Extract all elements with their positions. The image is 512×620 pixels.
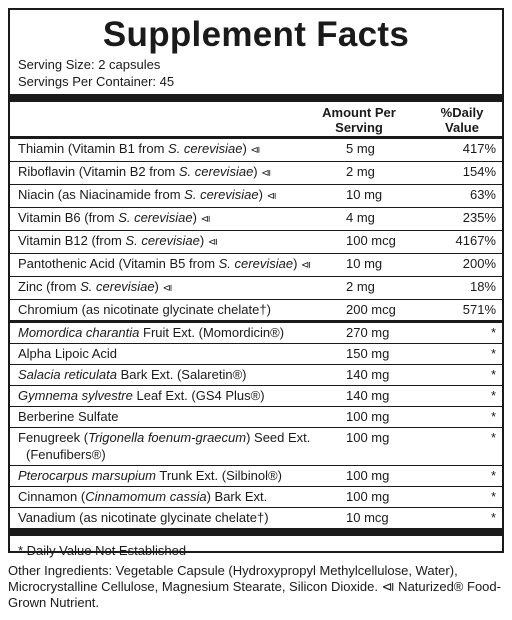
nutrient-row xyxy=(10,184,502,207)
naturized-marker-icon: ⧏ xyxy=(162,283,173,294)
ingredient-row xyxy=(10,427,502,465)
amount-per-serving: 270 mg xyxy=(346,325,390,340)
ingredient-name: Salacia reticulata Bark Ext. (Salaretin®) xyxy=(18,367,247,382)
ingredient-row xyxy=(10,343,502,364)
ingredient-name: Fenugreek (Trigonella foenum-graecum) Seed Ext. (Fenufibers®) xyxy=(18,430,311,462)
nutrient-row xyxy=(10,299,502,320)
daily-value: 63% xyxy=(469,187,496,202)
nutrient-name: Chromium (as nicotinate glycinate chelate†) xyxy=(18,302,271,317)
amount-per-serving-header: Amount Per Serving xyxy=(322,105,396,135)
source-organism: S. cerevisiae xyxy=(218,256,294,271)
nutrient-name: Niacin (as Niacinamide from S. cerevisiae) ⧏ xyxy=(18,187,277,202)
thick-divider-bottom xyxy=(10,528,502,536)
supplement-facts-panel xyxy=(8,8,504,558)
ingredient-name: Gymnema sylvestre Leaf Ext. (GS4 Plus®) xyxy=(18,388,265,403)
amount-per-serving: 10 mg xyxy=(346,187,383,202)
amount-per-serving: 5 mg xyxy=(346,141,375,156)
ingredient-row xyxy=(10,406,502,427)
ingredient-row xyxy=(10,507,502,528)
naturized-marker-icon: ⧏ xyxy=(301,260,312,271)
naturized-marker-icon: ⧏ xyxy=(250,145,261,156)
amount-per-serving: 140 mg xyxy=(346,388,390,403)
panel-title: Supplement Facts xyxy=(102,15,410,54)
amount-per-serving: 140 mg xyxy=(346,367,390,382)
botanical-name: Cinnamomum cassia xyxy=(85,489,207,504)
daily-value: 571% xyxy=(462,302,496,317)
source-organism: S. cerevisiae xyxy=(80,279,155,294)
daily-value: * xyxy=(490,468,496,483)
nutrient-row xyxy=(10,161,502,184)
column-header xyxy=(10,102,502,136)
ingredient-row xyxy=(10,364,502,385)
naturized-marker-icon: ⧏ xyxy=(200,214,211,225)
daily-value-footnote: * Daily Value Not Established xyxy=(18,543,187,558)
nutrient-name: Riboflavin (Vitamin B2 from S. cerevisiae) ⧏ xyxy=(18,164,272,179)
naturized-marker-icon: ⧏ xyxy=(266,191,277,202)
ingredient-row xyxy=(10,465,502,486)
amount-per-serving: 100 mg xyxy=(346,409,390,424)
nutrient-name: Zinc (from S. cerevisiae) ⧏ xyxy=(18,279,173,294)
daily-value-header: %Daily Value xyxy=(440,105,484,135)
ingredient-name: Berberine Sulfate xyxy=(18,409,119,424)
naturized-note: ⧏ Naturized® Food-Grown Nutrient. xyxy=(8,579,501,610)
botanical-name: Pterocarpus marsupium xyxy=(18,468,156,483)
amount-per-serving: 2 mg xyxy=(346,279,375,294)
daily-value: * xyxy=(490,430,496,445)
botanical-name: Gymnema sylvestre xyxy=(18,388,133,403)
amount-per-serving: 150 mg xyxy=(346,346,390,361)
source-organism: S. cerevisiae xyxy=(125,233,200,248)
naturized-marker-icon: ⧏ xyxy=(261,168,272,179)
amount-per-serving: 100 mcg xyxy=(346,233,396,248)
botanical-name: Salacia reticulata xyxy=(18,367,117,382)
other-ingredients-text: Other Ingredients: Vegetable Capsule (Hydroxypropyl Methylcellulose, Water), Microcrystalline Cellulose, Magnesium Stearate, Silicon Dioxide. xyxy=(8,563,458,594)
source-organism: S. cerevisiae xyxy=(184,187,259,202)
nutrient-name: Thiamin (Vitamin B1 from S. cerevisiae) ⧏ xyxy=(18,141,261,156)
daily-value: * xyxy=(490,346,496,361)
amount-per-serving: 2 mg xyxy=(346,164,375,179)
daily-value: 4167% xyxy=(455,233,496,248)
amount-per-serving: 100 mg xyxy=(346,468,390,483)
ingredient-row xyxy=(10,323,502,343)
naturized-marker-icon: ⧏ xyxy=(207,237,218,248)
daily-value: * xyxy=(490,325,496,340)
ingredient-name: Cinnamon (Cinnamomum cassia) Bark Ext. xyxy=(18,489,268,504)
amount-per-serving: 10 mcg xyxy=(346,510,389,525)
source-organism: S. cerevisiae xyxy=(178,164,254,179)
ingredient-name: Vanadium (as nicotinate glycinate chelate†) xyxy=(18,510,269,525)
thick-divider xyxy=(10,94,502,102)
daily-value: 154% xyxy=(462,164,496,179)
daily-value: 417% xyxy=(462,141,496,156)
daily-value: * xyxy=(490,489,496,504)
amount-per-serving: 100 mg xyxy=(346,489,390,504)
servings-per-container: Servings Per Container: 45 xyxy=(18,74,175,89)
daily-value: 235% xyxy=(462,210,496,225)
daily-value: 18% xyxy=(469,279,496,294)
amount-per-serving: 200 mcg xyxy=(346,302,396,317)
nutrient-row xyxy=(10,276,502,299)
daily-value: * xyxy=(490,510,496,525)
ingredient-rows xyxy=(10,323,502,528)
ingredient-row xyxy=(10,486,502,507)
nutrient-row xyxy=(10,253,502,276)
nutrient-name: Vitamin B6 (from S. cerevisiae) ⧏ xyxy=(18,210,211,225)
ingredient-row xyxy=(10,385,502,406)
nutrient-row xyxy=(10,139,502,161)
nutrient-name: Pantothenic Acid (Vitamin B5 from S. cerevisiae) ⧏ xyxy=(18,256,312,271)
vitamin-rows xyxy=(10,139,502,320)
botanical-name: Momordica charantia xyxy=(18,325,140,340)
serving-size: Serving Size: 2 capsules xyxy=(18,57,161,72)
ingredient-name: Momordica charantia Fruit Ext. (Momordicin®) xyxy=(18,325,285,340)
daily-value: * xyxy=(490,388,496,403)
source-organism: S. cerevisiae xyxy=(168,141,243,156)
amount-per-serving: 100 mg xyxy=(346,430,390,445)
nutrient-row xyxy=(10,230,502,253)
nutrient-name: Vitamin B12 (from S. cerevisiae) ⧏ xyxy=(18,233,218,248)
botanical-name: Trigonella foenum-graecum xyxy=(88,430,247,445)
nutrient-row xyxy=(10,207,502,230)
amount-per-serving: 10 mg xyxy=(346,256,383,271)
daily-value: * xyxy=(490,409,496,424)
source-organism: S. cerevisiae xyxy=(118,210,193,225)
other-ingredients xyxy=(8,563,504,611)
daily-value: 200% xyxy=(462,256,496,271)
daily-value: * xyxy=(490,367,496,382)
ingredient-name: Alpha Lipoic Acid xyxy=(18,346,118,361)
ingredient-name: Pterocarpus marsupium Trunk Ext. (Silbinol®) xyxy=(18,468,282,483)
amount-per-serving: 4 mg xyxy=(346,210,375,225)
